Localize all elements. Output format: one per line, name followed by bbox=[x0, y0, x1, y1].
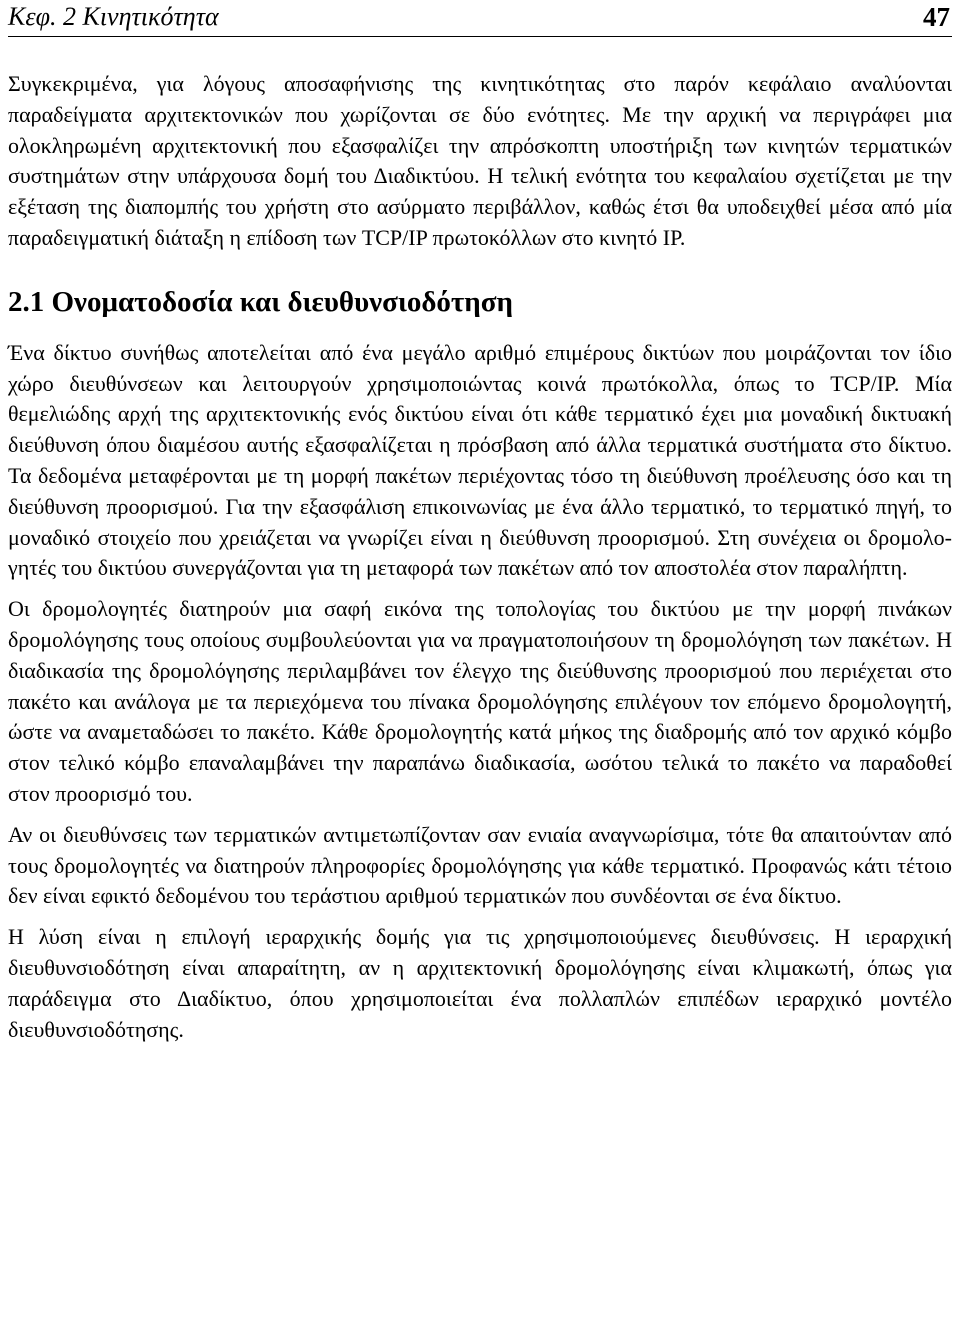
intro-paragraph: Συγκεκριμένα, για λόγους αποσαφήνισης της κινητικότητας στο παρόν κεφάλαιο αναλύονται παραδείγματα αρχιτεκτονικών που χωρίζονται σε δύο ενότητες. Με την αρχική να περιγράφει μια ολοκληρωμένη αρχιτεκτονική που εξασφαλίζει την απρόσκοπτη υποστήριξη των κινητών τερματικών συστημάτων στην υπάρχουσα δομή του Διαδικτύου. Η τελική ενότητα του κεφαλαίου σχετίζεται με την εξέταση της διαπομπής του χρήστη στο ασύρματο περιβάλλον, καθώς έτσι θα υποδειχθεί μέσα από μία παραδειγματική διάταξη η επίδοση των TCP/IP πρωτοκόλλων στο κινητό IP. bbox=[8, 71, 952, 250]
section-heading: 2.1 Ονοματοδοσία και διευθυνσιοδότηση bbox=[8, 285, 513, 318]
body-paragraph-4: Η λύση είναι η επιλογή ιεραρχικής δομής για τις χρησιμοποιούμενες διευθύνσεις. Η ιεραρχική διευθυνσιοδότηση είναι απαραίτητη, αν η αρχιτεκτονική δρομολόγησης είναι κλιμακωτή, όπως για παράδειγμα στο Διαδίκτυο, όπου χρησιμοποιείται ένα πολλαπλών επιπέδων ιεραρχικό μοντέλο διευθυνσιοδότησης. bbox=[8, 924, 952, 1042]
running-header bbox=[8, 0, 952, 37]
chapter-title: Κεφ. 2 Κινητικότητα bbox=[8, 2, 219, 31]
body-paragraph-3: Αν οι διευθύνσεις των τερματικών αντιμετωπίζονταν σαν ενιαία αναγνωρίσιμα, τότε θα απαιτούνταν από τους δρομολογητές να διατηρούν πληροφορίες δρομολόγησης για κάθε τερματικό. Προφανώς κάτι τέτοιο δεν είναι εφικτό δεδομένου του τεράστιου αριθμού τερματικών που συνδέονται σε ένα δίκτυο. bbox=[8, 821, 952, 909]
body-paragraph-1: Ένα δίκτυο συνήθως αποτελείται από ένα μεγάλο αριθμό επιμέρους δικτύων που μοιράζονται τον ίδιο χώρο διευθύνσεων και λειτουργούν χρησιμοποιώντας κοινά πρωτόκολλα, όπως το TCP/IP. Μία θεμελιώδης αρχή της αρχιτεκτονικής ενός δικτύου είναι ότι κάθε τερματικό έχει μια μοναδική δικτυακή διεύθυνση όπου διαμέσου αυτής εξασφαλίζεται η πρόσβαση από άλλα τερματικά συστήματα στο δίκτυο. Τα δεδομένα μεταφέρονται με τη μορφή πακέτων περιέχοντας τόσο τη διεύθυνση προέλευσης όσο και τη διεύθυνση προορισμού. Για την εξασφάλιση επικοινωνίας με ένα άλλο τερματικό, το τερματικό πηγή, το μοναδικό στοιχείο που χρειάζεται να γνωρίζει είναι η διεύθυνση προορισμού. Στη συνέχεια οι δρομολογητές του δικτύου συνεργάζονται για τη μεταφορά των πακέτων από τον αποστολέα στον παραλήπτη. bbox=[8, 339, 952, 581]
body-paragraph-2: Οι δρομολογητές διατηρούν μια σαφή εικόνα της τοπολογίας του δικτύου με την μορφή πινάκων δρομολόγησης τους οποίους συμβουλεύονται για να πραγματοποιήσουν τη δρομολόγηση των πακέτων. Η διαδικασία της δρομολόγησης περιλαμβάνει τον έλεγχο της διεύθυνσης προορισμού που περιέχεται στο πακέτο και ανάλογα με τα περιεχόμενα του πίνακα δρομολόγησης επιλέγουν τον επόμενο δρομολογητή, ώστε να αναμεταδώσει το πακέτο. Κάθε δρομολογητής κατά μήκος της διαδρομής από τον αρχικό κόμβο στον τελικό κόμβο επαναλαμβάνει την παραπάνω διαδικασία, ωσότου τελικά το πακέτο να παραδοθεί στον προορισμό του. bbox=[8, 596, 952, 806]
document-page bbox=[8, 0, 952, 1334]
page-number: 47 bbox=[923, 2, 950, 32]
